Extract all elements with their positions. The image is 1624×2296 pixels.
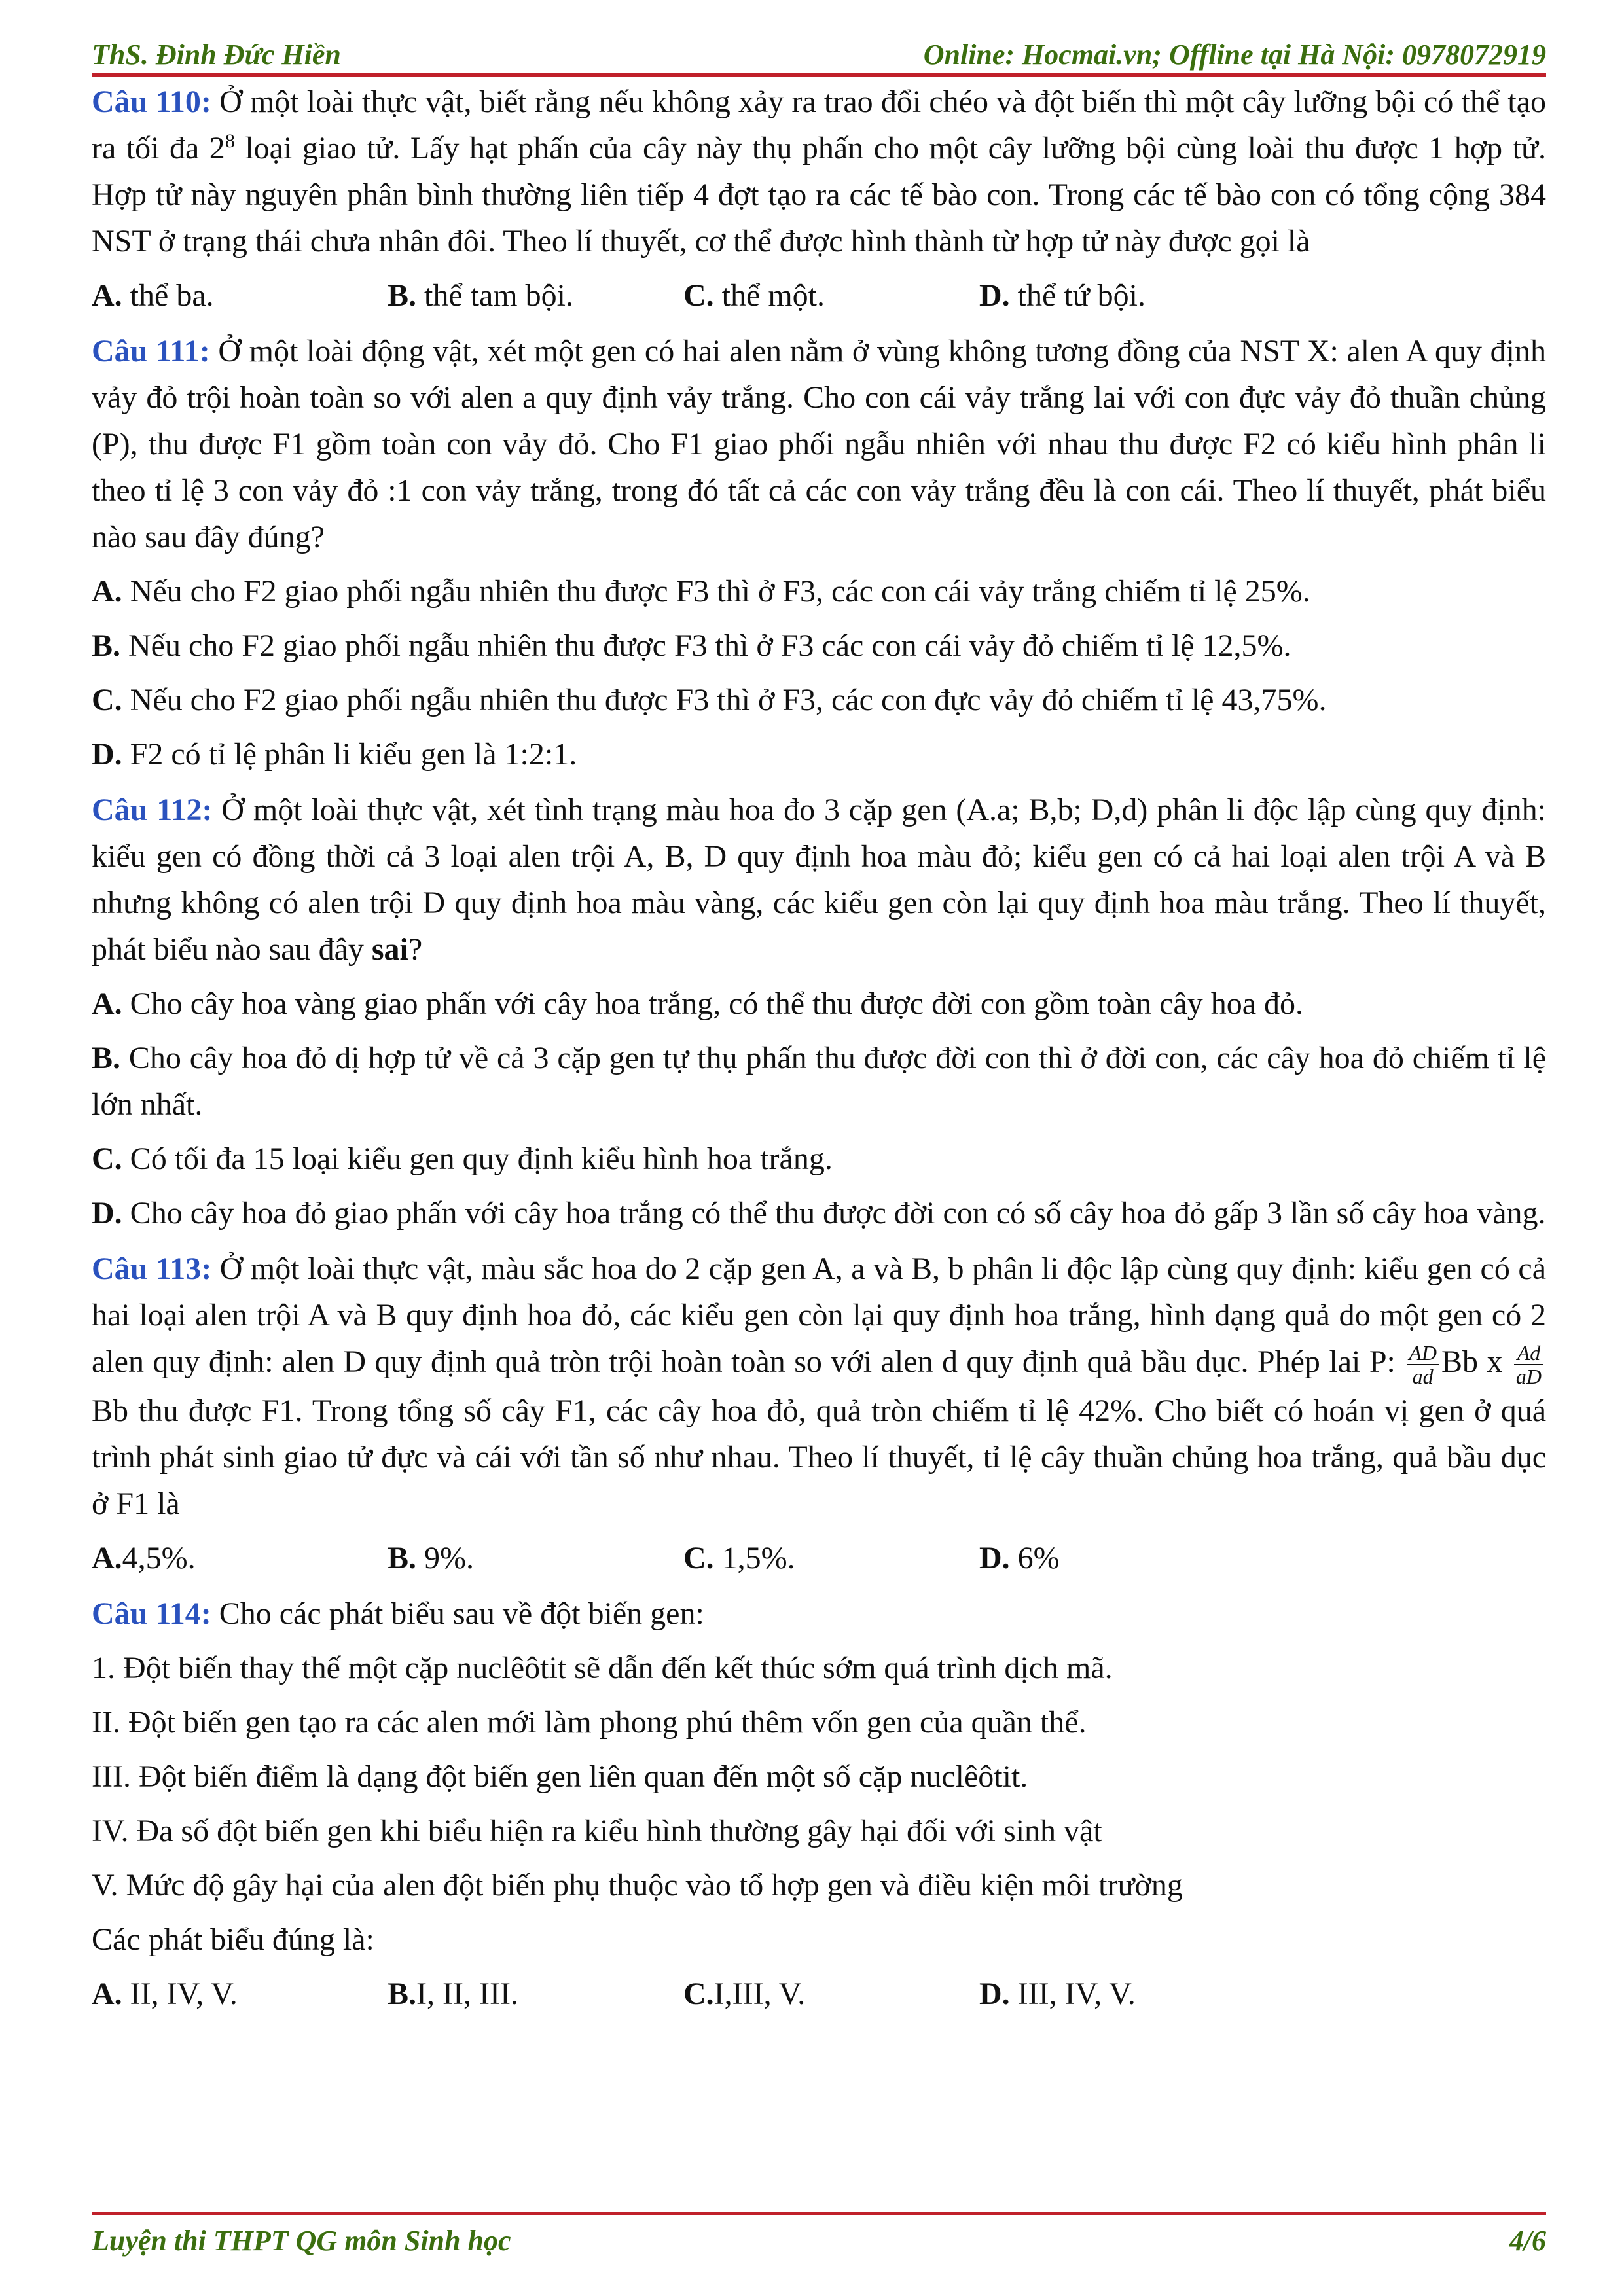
option-text: I,III, V.: [713, 1976, 806, 2011]
question-114-options: [92, 1971, 1546, 2017]
option-letter: A.: [92, 574, 122, 609]
option-c[interactable]: [683, 1535, 979, 1581]
question-112-text-2: ?: [408, 932, 423, 967]
option-d[interactable]: [92, 731, 1546, 778]
option-text: Cho cây hoa đỏ giao phấn với cây hoa trắng có thể thu được đời con có số cây hoa đỏ gấp 3 lần số cây hoa vàng.: [122, 1196, 1546, 1230]
option-letter: C.: [683, 278, 714, 313]
option-letter: D.: [979, 1976, 1010, 2011]
option-text: Cho cây hoa vàng giao phấn với cây hoa trắng, có thể thu được đời con gồm toàn cây hoa đỏ.: [122, 986, 1304, 1021]
question-112-emphasis: sai: [371, 932, 408, 967]
option-b[interactable]: [388, 1971, 683, 2017]
option-text: Có tối đa 15 loại kiểu gen quy định kiểu hình hoa trắng.: [122, 1141, 833, 1176]
option-text: 4,5%.: [122, 1540, 196, 1575]
header-author: ThS. Đinh Đức Hiền: [92, 39, 341, 71]
option-text: Nếu cho F2 giao phối ngẫu nhiên thu được F3 thì ở F3 các con cái vảy đỏ chiếm tỉ lệ 12,5%.: [120, 628, 1291, 663]
question-110-exponent: 8: [225, 130, 235, 152]
option-text: II, IV, V.: [122, 1976, 238, 2011]
cross-middle: Bb x: [1441, 1344, 1511, 1379]
question-114-prompt: Các phát biểu đúng là:: [92, 1922, 374, 1957]
question-113-text-2: Bb thu được F1. Trong tổng số cây F1, các cây hoa đỏ, quả tròn chiếm tỉ lệ 42%. Cho biết có hoán vị gen ở quá trình phát sinh giao tử đực và cái với tần số như nhau. Theo lí thuyết, tỉ lệ cây thuần chủng hoa trắng, quả bầu dục ở F1 là: [92, 1393, 1546, 1521]
question-113: [92, 1246, 1546, 1527]
question-110-text-2: loại giao tử. Lấy hạt phấn của cây này thụ phấn cho một cây lưỡng bội cùng loài thu được 1 hợp tử. Hợp tử này nguyên phân bình thường liên tiếp 4 đợt tạo ra các tế bào con. Trong các tế bào con có tổng cộng 384 NST ở trạng thái chưa nhân đôi. Theo lí thuyết, cơ thể được hình thành từ hợp tử này được gọi là: [92, 131, 1547, 259]
option-text: thể tam bội.: [416, 278, 573, 313]
genotype-fraction-1: [1407, 1342, 1439, 1388]
option-letter: B.: [388, 278, 417, 313]
fraction-denominator: ad: [1412, 1364, 1434, 1388]
header-divider: [92, 73, 1546, 77]
question-114: [92, 1590, 1546, 1637]
option-letter: C.: [683, 1976, 714, 2011]
footer-divider: [92, 2212, 1546, 2215]
page-footer: [92, 2224, 1546, 2263]
statement-4: IV. Đa số đột biến gen khi biểu hiện ra kiểu hình thường gây hại đối với sinh vật: [92, 1813, 1102, 1848]
fraction-denominator: aD: [1515, 1364, 1542, 1388]
question-113-text-1: Ở một loài thực vật, màu sắc hoa do 2 cặp gen A, a và B, b phân li độc lập cùng quy định: kiểu gen có cả hai loại alen trội A và B quy định hoa đỏ, các kiểu gen còn lại quy định hoa trắng, hình dạng quả do một gen có 2 alen quy định: alen D quy định quả tròn trội hoàn toàn so với alen d quy định quả bầu dục. Phép lai P:: [92, 1251, 1546, 1379]
option-a[interactable]: [92, 568, 1546, 615]
statement-1: 1. Đột biến thay thế một cặp nuclêôtit sẽ dẫn đến kết thúc sớm quá trình dịch mã.: [92, 1650, 1113, 1685]
option-letter: B.: [388, 1540, 417, 1575]
option-a[interactable]: [92, 980, 1546, 1027]
fraction-numerator: Ad: [1514, 1342, 1543, 1365]
option-text: thể tứ bội.: [1009, 278, 1146, 313]
statement-2: II. Đột biến gen tạo ra các alen mới làm phong phú thêm vốn gen của quần thể.: [92, 1704, 1087, 1740]
question-114-label: Câu 114:: [92, 1596, 211, 1631]
question-111-label: Câu 111:: [92, 334, 210, 368]
question-112-text-1: Ở một loài thực vật, xét tình trạng màu hoa đo 3 cặp gen (A.a; B,b; D,d) phân li độc lập cùng quy định: kiểu gen có đồng thời cả 3 loại alen trội A, B, D quy định hoa màu đỏ; kiểu gen có cả hai loại alen trội A và B nhưng không có alen trội D quy định hoa màu vàng, các kiểu gen còn lại quy định hoa màu trắng. Theo lí thuyết, phát biểu nào sau đây: [92, 793, 1546, 967]
question-110-text-1: Ở một loài thực vật, biết rằng nếu không xảy ra trao đổi chéo và đột biến thì một cây lưỡng bội có thể tạo ra tối đa 2: [92, 84, 1546, 166]
question-112-label: Câu 112:: [92, 793, 213, 827]
option-d[interactable]: [92, 1190, 1546, 1236]
option-letter: D.: [979, 1540, 1010, 1575]
option-text: III, IV, V.: [1009, 1976, 1136, 2011]
genotype-fraction-2: [1514, 1342, 1543, 1388]
option-text: 1,5%.: [713, 1540, 795, 1575]
option-letter: B.: [92, 1041, 121, 1075]
option-c[interactable]: [92, 677, 1546, 723]
option-c[interactable]: [683, 272, 979, 319]
page-header: [92, 37, 1546, 79]
footer-page-number: 4/6: [1509, 2225, 1546, 2257]
question-112: [92, 787, 1546, 973]
option-text: 9%.: [416, 1540, 474, 1575]
option-d[interactable]: [979, 1535, 1275, 1581]
option-text: thể một.: [713, 278, 825, 313]
option-letter: A.: [92, 1976, 122, 2011]
question-110-options: [92, 272, 1546, 319]
option-text: F2 có tỉ lệ phân li kiểu gen là 1:2:1.: [122, 737, 577, 772]
option-letter: D.: [92, 737, 122, 772]
option-b[interactable]: [92, 622, 1546, 669]
option-b[interactable]: [388, 272, 683, 319]
option-text: 6%: [1009, 1540, 1060, 1575]
option-letter: C.: [92, 1141, 122, 1176]
question-110-label: Câu 110:: [92, 84, 211, 119]
statement-3: III. Đột biến điểm là dạng đột biến gen liên quan đến một số cặp nuclêôtit.: [92, 1759, 1028, 1794]
option-b[interactable]: [92, 1035, 1546, 1128]
option-letter: C.: [92, 683, 122, 717]
option-letter: A.: [92, 986, 122, 1021]
option-letter: D.: [979, 278, 1010, 313]
option-d[interactable]: [979, 1971, 1275, 2017]
option-letter: A.: [92, 278, 122, 313]
header-contact: Online: Hocmai.vn; Offline tại Hà Nội: 0978072919: [923, 39, 1546, 71]
option-text: Nếu cho F2 giao phối ngẫu nhiên thu được F3 thì ở F3, các con đực vảy đỏ chiếm tỉ lệ 43,75%.: [122, 683, 1327, 717]
fraction-numerator: AD: [1407, 1342, 1439, 1365]
option-a[interactable]: [92, 1971, 388, 2017]
question-111-text: Ở một loài động vật, xét một gen có hai alen nằm ở vùng không tương đồng của NST X: alen A quy định vảy đỏ trội hoàn toàn so với alen a quy định vảy trắng. Cho con cái vảy trắng lai với con đực vảy đỏ thuần chủng (P), thu được F1 gồm toàn con vảy đỏ. Cho F1 giao phối ngẫu nhiên với nhau thu được F2 có kiểu hình phân li theo tỉ lệ 3 con vảy đỏ :1 con vảy trắng, trong đó tất cả các con vảy trắng đều là con cái. Theo lí thuyết, phát biểu nào sau đây đúng?: [92, 334, 1547, 554]
option-letter: C.: [683, 1540, 714, 1575]
option-c[interactable]: [683, 1971, 979, 2017]
option-a[interactable]: [92, 272, 388, 319]
page-content: [92, 79, 1546, 2017]
option-text: Cho cây hoa đỏ dị hợp tử về cả 3 cặp gen tự thụ phấn thu được đời con thì ở đời con, các cây hoa đỏ chiếm tỉ lệ lớn nhất.: [92, 1041, 1546, 1122]
question-113-label: Câu 113:: [92, 1251, 212, 1286]
option-letter: B.: [92, 628, 121, 663]
option-letter: B.: [388, 1976, 417, 2011]
question-111: [92, 328, 1546, 560]
question-113-options: [92, 1535, 1546, 1581]
option-letter: A.: [92, 1540, 122, 1575]
option-text: I, II, III.: [416, 1976, 518, 2011]
question-114-text: Cho các phát biểu sau về đột biến gen:: [211, 1596, 704, 1631]
footer-course: Luyện thi THPT QG môn Sinh học: [92, 2225, 511, 2257]
option-text: thể ba.: [122, 278, 214, 313]
option-letter: D.: [92, 1196, 122, 1230]
option-b[interactable]: [388, 1535, 683, 1581]
option-d[interactable]: [979, 272, 1275, 319]
option-a[interactable]: [92, 1535, 388, 1581]
statement-5: V. Mức độ gây hại của alen đột biến phụ thuộc vào tổ hợp gen và điều kiện môi trường: [92, 1867, 1183, 1903]
option-text: Nếu cho F2 giao phối ngẫu nhiên thu được F3 thì ở F3, các con cái vảy trắng chiếm tỉ lệ 25%.: [122, 574, 1310, 609]
option-c[interactable]: [92, 1136, 1546, 1182]
question-110: [92, 79, 1546, 264]
